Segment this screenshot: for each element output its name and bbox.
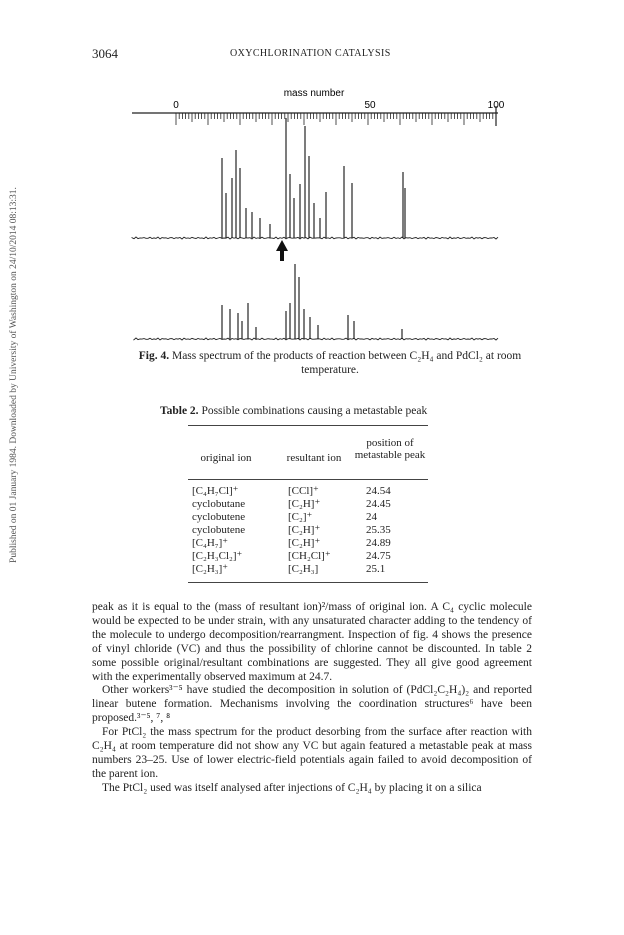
column-header-original: original ion: [200, 452, 252, 464]
table-cell: [C₂]⁺: [288, 511, 313, 523]
page-number: 3064: [92, 46, 118, 61]
table-cell: [C₂H]⁺: [288, 537, 321, 549]
body-text: [92, 601, 532, 796]
tick-label-0: 0: [173, 100, 179, 111]
table-cell: 24.54: [366, 485, 391, 497]
table-cell: 24.89: [366, 537, 391, 549]
axis-label: mass number: [283, 88, 345, 99]
table-cell: [C₂H₃]: [288, 563, 319, 575]
paragraph: The PtCl₂ used was itself analysed after injections of C₂H₄ by placing it on a silica: [102, 781, 482, 794]
table-cell: [C₂H]⁺: [288, 524, 321, 536]
download-watermark: Published on 01 January 1984. Downloaded by University of Washington on 24/10/2014 08:13:31.: [9, 187, 19, 563]
table-cell: [CCl]⁺: [288, 485, 319, 497]
table-label: Table 2.: [160, 405, 199, 417]
paragraph: peak as it is equal to the (mass of resultant ion)²/mass of original ion. A C₄ cyclic molecule would be expected to be under strain, with any unsaturated character adding to the tendency of the molecule to undergo decomposition/rearrangment. Inspection of fig. 4 shows the presence of vinyl chloride (VC) and thus the possibility of chlorine cannot be discounted. In table 2 some possible original/resultant combinations are suggested. They all give good agreement with the experimentally observed maximum at 24.7.: [92, 601, 532, 683]
table-cell: 25.35: [366, 524, 391, 536]
table-top-rule: [188, 425, 428, 426]
table-cell: 24.75: [366, 550, 391, 562]
figure-caption-label: Fig. 4.: [138, 350, 170, 362]
tick-label-100: 100: [487, 100, 505, 111]
mass-scale: [132, 106, 498, 126]
figure-caption-text: Mass spectrum of the products of reaction between C₂H₄ and PdCl₂ at room temperature.: [171, 350, 522, 376]
figure-caption: [110, 349, 550, 377]
metastable-arrow-icon: [276, 240, 288, 261]
table-cell: cyclobutene: [192, 524, 246, 536]
table-cell: [C₂H]⁺: [288, 498, 321, 510]
table-cell: cyclobutene: [192, 511, 246, 523]
upper-spectrum-trace: [132, 118, 498, 239]
table-header-rule: [188, 479, 428, 480]
table-cell: [C₂H₃Cl₂]⁺: [192, 550, 243, 562]
column-header-resultant: resultant ion: [286, 452, 342, 464]
table-bottom-rule: [188, 582, 428, 583]
tick-label-50: 50: [364, 100, 376, 111]
mass-spectrum-figure: [0, 0, 624, 360]
table-cell: [C₄H₇]⁺: [192, 537, 229, 549]
column-header-position: position of metastable peak: [354, 437, 426, 461]
table-cell: 24: [366, 511, 377, 523]
paragraph: For PtCl₂ the mass spectrum for the product desorbing from the surface after reaction with C₂H₄ at room temperature did not show any VC but again featured a metastable peak at mass numbers 23–25. Use of lower electric-field potentials again failed to avoid decomposition of the parent ion.: [92, 726, 532, 780]
lower-spectrum-trace: [134, 264, 498, 340]
table-cell: [CH₂Cl]⁺: [288, 550, 331, 562]
table-cell: [C₂H₃]⁺: [192, 563, 229, 575]
table-cell: cyclobutane: [192, 498, 246, 510]
table-cell: [C₄H₇Cl]⁺: [192, 485, 239, 497]
paragraph: Other workers³⁻⁵ have studied the decomposition in solution of (PdCl₂C₂H₄)₂ and reported linear butene formation. Mechanisms involving the coordination structures⁶ have been proposed.³⁻⁵, ⁷, ⁸: [92, 684, 532, 725]
table-title-text: Possible combinations causing a metastable peak: [201, 405, 428, 417]
table-cell: 24.45: [366, 498, 391, 510]
table-cell: 25.1: [366, 563, 386, 575]
running-title: OXYCHLORINATION CATALYSIS: [230, 48, 391, 59]
table-title: [160, 405, 427, 417]
